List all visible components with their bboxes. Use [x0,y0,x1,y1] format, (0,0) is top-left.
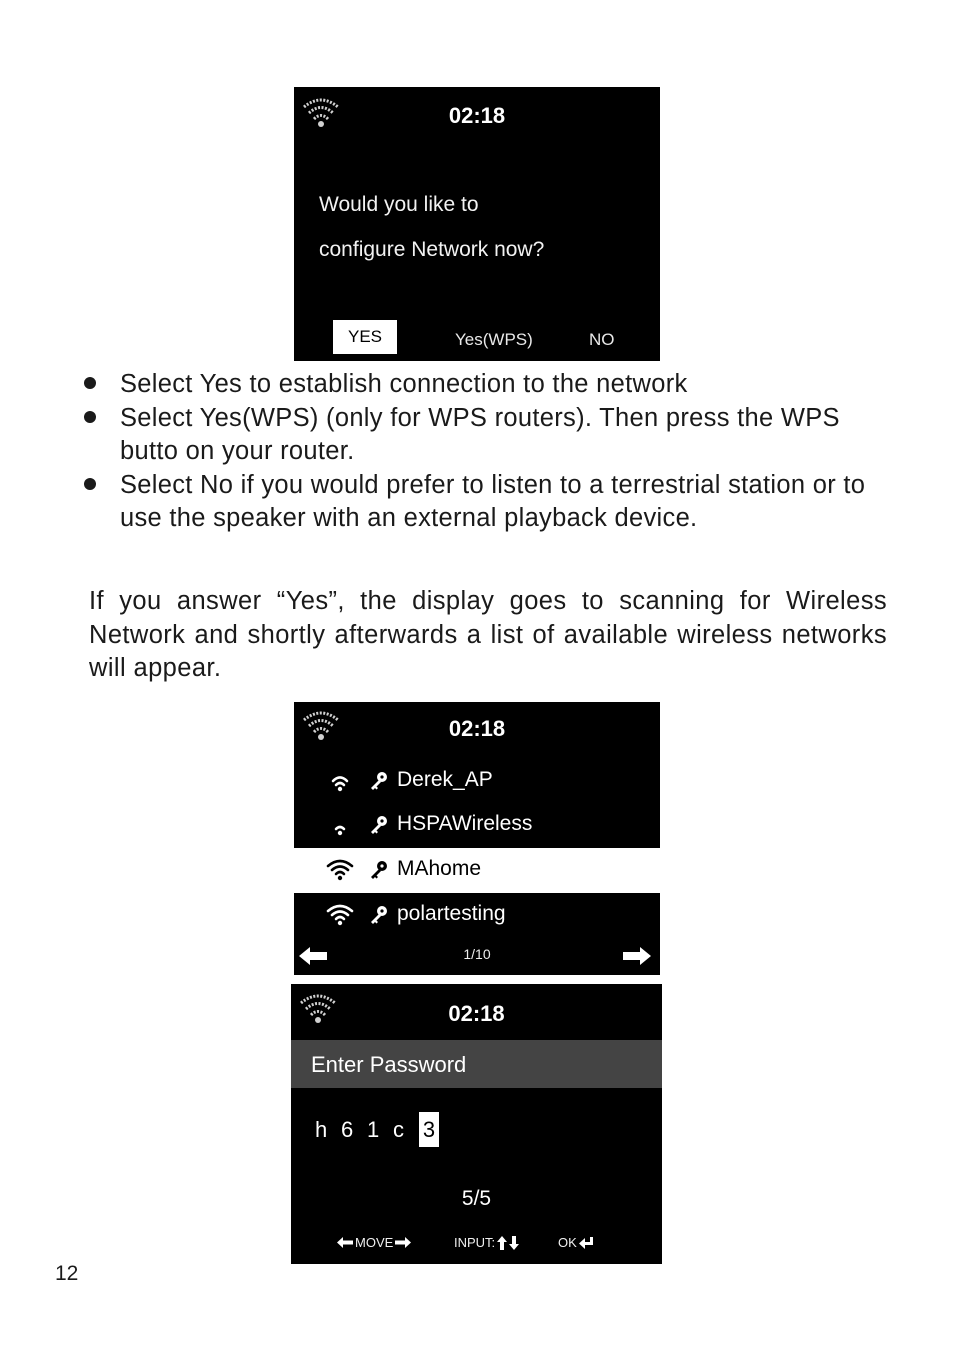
arrow-right-icon [395,1237,411,1248]
body-paragraph: If you answer “Yes”, the display goes to scanning for Wireless Network and shortly afterwards a list of available wireless networks will appear. [89,587,887,682]
arrow-right-icon[interactable] [622,946,652,966]
key-icon [369,815,389,835]
arrow-down-icon [509,1236,519,1250]
bullet-item: Select Yes to establish connection to the network [80,368,900,402]
hint-ok [558,1235,593,1250]
page-indicator: 1/10 [463,946,491,962]
hint-move [337,1235,411,1250]
enter-icon [579,1237,593,1249]
password-char: c [393,1116,404,1142]
key-icon [369,771,389,791]
network-name: Derek_AP [397,768,493,791]
wifi-icon [326,903,354,927]
wifi-icon [326,858,354,882]
network-row[interactable] [294,759,660,804]
network-row[interactable] [294,803,660,848]
password-input[interactable] [315,1112,439,1147]
option-no[interactable]: NO [589,330,615,349]
network-row[interactable] [294,893,660,938]
wifi-icon [326,813,354,837]
bullet-list [80,368,900,536]
network-name: MAhome [397,857,482,880]
network-list-screen [294,702,660,975]
network-name: polartesting [397,902,506,925]
page-number: 12 [55,1262,79,1285]
prompt-line-2: configure Network now? [319,238,545,261]
clock: 02:18 [448,716,506,741]
hint-move-label: MOVE [355,1235,394,1250]
option-yes[interactable]: YES [333,320,397,354]
key-icon [369,905,389,925]
wifi-icon [326,769,354,793]
password-entry-screen [291,984,662,1264]
option-yes-wps[interactable]: Yes(WPS) [455,330,533,349]
hint-ok-label: OK [558,1235,577,1250]
password-title: Enter Password [311,1052,467,1077]
bullet-item: Select No if you would prefer to listen to a terrestrial station or to use the speaker with an external playback device. [80,469,900,536]
hint-input [454,1235,519,1250]
network-name: HSPAWireless [397,812,533,835]
clock: 02:18 [448,103,506,128]
password-char: h [315,1116,328,1142]
hint-input-label: INPUT: [454,1235,496,1250]
key-icon [369,860,389,880]
password-char: 1 [367,1116,380,1142]
arrow-left-icon [337,1237,353,1248]
char-count: 5/5 [461,1187,492,1210]
prompt-line-1: Would you like to [319,193,479,216]
bullet-item: Select Yes(WPS) (only for WPS routers). Then press the WPS butto on your router. [80,402,900,469]
password-cursor-char[interactable]: 3 [419,1112,439,1147]
password-char: 6 [341,1116,354,1142]
clock: 02:18 [448,1001,505,1026]
arrow-up-icon [497,1236,507,1250]
network-config-screen [294,87,660,361]
network-row-selected[interactable] [294,848,660,893]
password-title-bar [291,1040,662,1088]
